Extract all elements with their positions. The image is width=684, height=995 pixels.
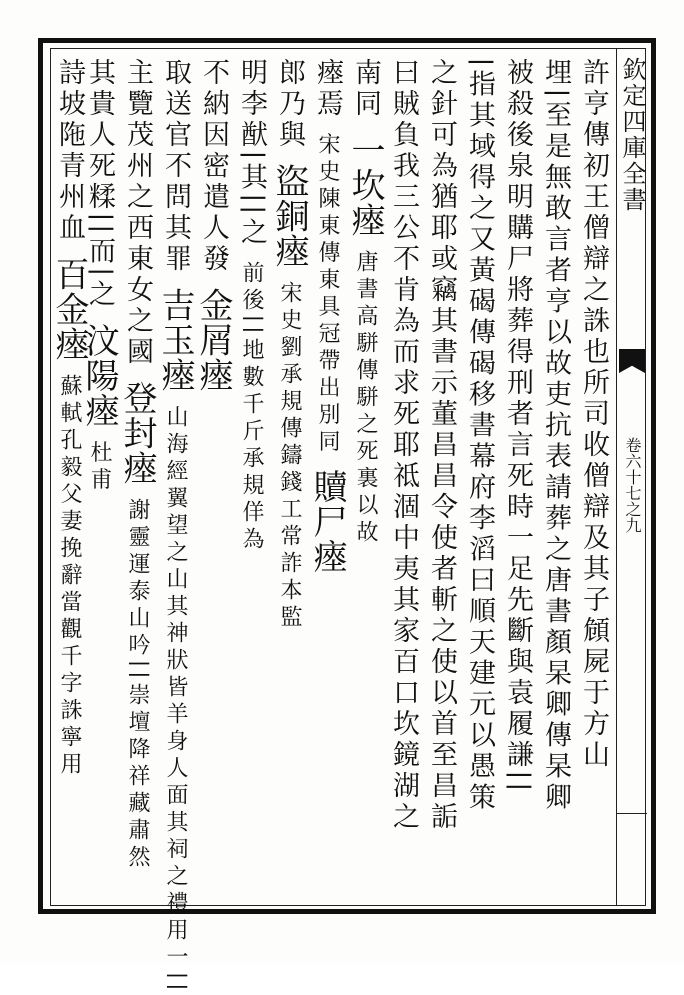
- column-text: ∣指其域得之又黃碣傳碣移書幕府李滔曰順天建元以愚策: [464, 58, 495, 814]
- entry-note: 杜甫: [87, 440, 112, 495]
- text-column: [386, 58, 420, 900]
- column-text: [55, 61, 56, 62]
- text-column: [576, 58, 610, 900]
- text-column: [500, 58, 534, 900]
- entry-heading: 登封瘞: [117, 380, 157, 486]
- text-column: [538, 58, 572, 900]
- column-text: 埋∣至是無敢言者亨以故吏抗表請葬之唐書顏杲卿傳杲卿: [540, 58, 571, 814]
- column-text: 詩坡陁青州血: [54, 58, 85, 244]
- column-text: 被殺後泉明購尸將葬得刑者言死時一足先斷與袁履謙∣∣: [502, 58, 533, 795]
- column-text: 取送官不問其罪: [160, 58, 191, 275]
- entry-note: 山海經翼望之山其神狀皆羊身人面其祠之禮用一∣∣: [163, 405, 188, 995]
- text-column: [462, 58, 496, 900]
- text-column: [234, 58, 268, 900]
- margin-divider: [617, 813, 647, 814]
- page-margin-banner: [616, 49, 647, 905]
- column-text: 南同: [350, 58, 381, 120]
- book-title: 欽定四庫全書: [618, 57, 646, 213]
- entry-heading: 贖尸瘞: [307, 469, 347, 575]
- entry-heading: 一坎瘞: [345, 132, 385, 238]
- text-column: [307, 58, 347, 900]
- text-column: [193, 58, 233, 900]
- column-text: 許亨傳初王僧辯之誅也所司收僧辯及其子頠屍于方山: [578, 58, 609, 771]
- column-text: 主覽茂州之西東女之國: [122, 58, 153, 368]
- entry-note: 宋史劉承規傳鑄錢工常詐本監: [277, 281, 302, 633]
- column-text: 郎乃與: [274, 58, 305, 151]
- text-column: [117, 58, 157, 900]
- volume-label: 卷六十七之九: [623, 437, 642, 533]
- column-text: 不納因密遣人發: [198, 58, 229, 275]
- column-text: 瘞焉: [312, 58, 343, 120]
- column-text: 曰賊負我三公不肯為而求死耶祗涸中夷其家百口坎鏡湖之: [388, 58, 419, 833]
- text-column: [155, 58, 195, 995]
- entry-note: 謝靈運泰山吟∣∣崇壇降祥藏肅然: [125, 498, 150, 872]
- text-column: [424, 58, 458, 900]
- entry-note: 唐書高駢傳駢之死裏以故: [353, 250, 378, 548]
- text-column: [345, 58, 385, 900]
- column-text: 之針可為猶耶或竊其書示董昌昌令使者斬之使以首至昌詬: [426, 58, 457, 833]
- text-column: [79, 58, 119, 900]
- column-text: 明李猷∣其∣∣之: [236, 58, 267, 249]
- entry-note: 宋史陳東傳東具冠帶出別同: [315, 132, 340, 457]
- entry-note: 蘇軾孔毅父妻挽辭當觀千字誅寧用: [57, 374, 82, 780]
- entry-heading: 吉玉瘞: [155, 287, 195, 393]
- entry-heading: 盜銅瘞: [269, 163, 309, 269]
- fish-tail-mark-icon: [619, 349, 645, 373]
- entry-heading: 百金瘞: [49, 256, 89, 362]
- text-column: [49, 58, 89, 900]
- text-column: [269, 58, 309, 900]
- entry-heading: 汶陽瘞: [79, 323, 119, 429]
- entry-heading: 金屑瘞: [193, 287, 233, 393]
- column-text: 其貴人死糅∣∣而∣之: [84, 58, 115, 311]
- entry-note: 前後∣∣地數千斤承規佯為: [239, 261, 264, 554]
